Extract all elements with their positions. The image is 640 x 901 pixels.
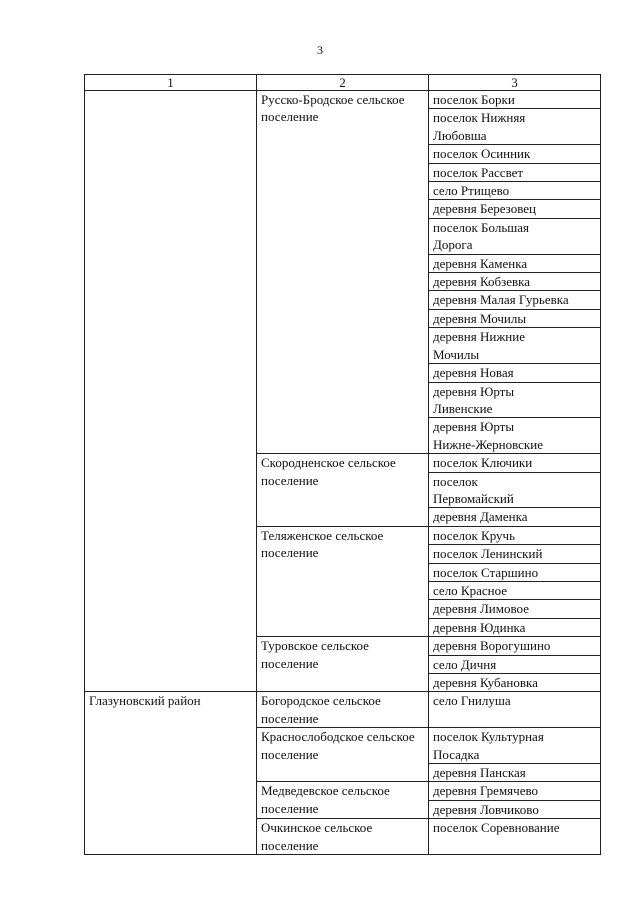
place-cell: [429, 364, 601, 382]
place-name-line: поселок Старшино: [433, 564, 539, 580]
place-name-line: деревня Панская: [433, 765, 526, 781]
settlement-cell: Очкинское сельское поселение: [257, 819, 429, 855]
place-name-line: деревня Каменка: [433, 255, 528, 271]
settlement-cell: Краснослободское сельское поселение: [257, 728, 429, 782]
place-name-line: деревня Кубановка: [433, 675, 538, 690]
settlements-table: [84, 74, 601, 855]
place-name-line: Нижне-Жерновские: [433, 436, 543, 452]
place-cell: [429, 163, 601, 181]
place-name-line: деревня Юдинка: [433, 619, 526, 635]
place-cell: [429, 91, 601, 109]
place-name-line: деревня Мочилы: [433, 310, 527, 326]
place-name-line: деревня Ловчиково: [433, 801, 539, 817]
place-name-line: село Ртищево: [433, 183, 510, 199]
table-header-row: [85, 75, 601, 91]
place-cell: [429, 291, 601, 309]
place-name-line: поселок Соревнование: [433, 820, 560, 836]
place-cell: [429, 182, 601, 200]
settlement-cell: Медведевское сельское поселение: [257, 782, 429, 819]
place-name-line: поселок Борки: [433, 92, 515, 107]
table-body: [85, 91, 601, 855]
district-cell: Глазуновский район: [85, 692, 257, 855]
place-name-line: деревня Лимовое: [433, 601, 529, 617]
place-name-line: поселок Осинник: [433, 146, 531, 162]
table-row: [85, 692, 601, 728]
place-cell: [429, 692, 601, 728]
settlement-cell: Богородское сельское поселение: [257, 692, 429, 728]
place-cell: [429, 382, 601, 418]
column-header-1: 1: [85, 75, 257, 91]
place-name-line: Мочилы: [433, 346, 480, 362]
place-name-line: поселок Кручь: [433, 527, 515, 543]
place-cell: [429, 200, 601, 218]
place-name-line: деревня Даменка: [433, 509, 528, 525]
place-name-line: поселок Нижняя: [433, 110, 526, 126]
district-cell: [85, 91, 257, 692]
page-number: 3: [317, 43, 323, 57]
place-cell: [429, 674, 601, 692]
place-name-line: поселок Большая: [433, 219, 530, 235]
place-cell: [429, 655, 601, 673]
place-name-line: деревня Юрты: [433, 419, 515, 435]
place-cell: [429, 109, 601, 145]
place-cell: [429, 819, 601, 855]
settlement-cell: Русско-Бродское сельское поселение: [257, 91, 429, 454]
place-cell: [429, 618, 601, 636]
place-name-line: деревня Березовец: [433, 201, 536, 217]
place-name-line: деревня Нижние: [433, 329, 525, 345]
place-cell: [429, 581, 601, 599]
table-row: [85, 91, 601, 109]
column-header-2: 2: [257, 75, 429, 91]
column-header-3: 3: [429, 75, 601, 91]
place-cell: [429, 254, 601, 272]
place-cell: [429, 472, 601, 508]
settlement-cell: Туровское сельское поселение: [257, 637, 429, 692]
place-name-line: Любовша: [433, 127, 487, 143]
place-name-line: Дорога: [433, 237, 473, 253]
place-cell: [429, 454, 601, 472]
place-name-line: деревня Новая: [433, 365, 514, 381]
place-name-line: деревня Гремячево: [433, 783, 539, 799]
place-name-line: Ливенские: [433, 400, 493, 416]
place-name-line: деревня Кобзевка: [433, 274, 531, 290]
place-cell: [429, 764, 601, 782]
place-cell: [429, 328, 601, 364]
place-name-line: поселок Ленинский: [433, 546, 543, 562]
place-cell: [429, 800, 601, 818]
settlement-cell: Теляженское сельское поселение: [257, 526, 429, 636]
place-cell: [429, 545, 601, 563]
place-name-line: деревня Юрты: [433, 383, 515, 399]
place-name-line: село Красное: [433, 582, 508, 598]
place-cell: [429, 526, 601, 544]
place-name-line: село Гнилуша: [433, 693, 511, 709]
place-cell: [429, 637, 601, 655]
place-name-line: поселок Рассвет: [433, 164, 524, 180]
place-cell: [429, 145, 601, 163]
place-cell: [429, 728, 601, 764]
place-name-line: деревня Ворогушино: [433, 638, 551, 654]
settlement-cell: Скородненское сельское поселение: [257, 454, 429, 527]
place-cell: [429, 600, 601, 618]
place-cell: [429, 218, 601, 254]
place-name-line: село Дичня: [433, 656, 497, 672]
place-cell: [429, 782, 601, 800]
place-name-line: поселок Культурная: [433, 729, 544, 745]
place-name-line: поселок: [433, 473, 478, 489]
place-cell: [429, 563, 601, 581]
place-name-line: Посадка: [433, 746, 480, 762]
place-name-line: Первомайский: [433, 490, 514, 506]
place-cell: [429, 508, 601, 526]
place-name-line: деревня Малая Гурьевка: [433, 292, 569, 308]
place-cell: [429, 309, 601, 327]
place-cell: [429, 273, 601, 291]
place-cell: [429, 418, 601, 454]
place-name-line: поселок Ключики: [433, 455, 533, 471]
